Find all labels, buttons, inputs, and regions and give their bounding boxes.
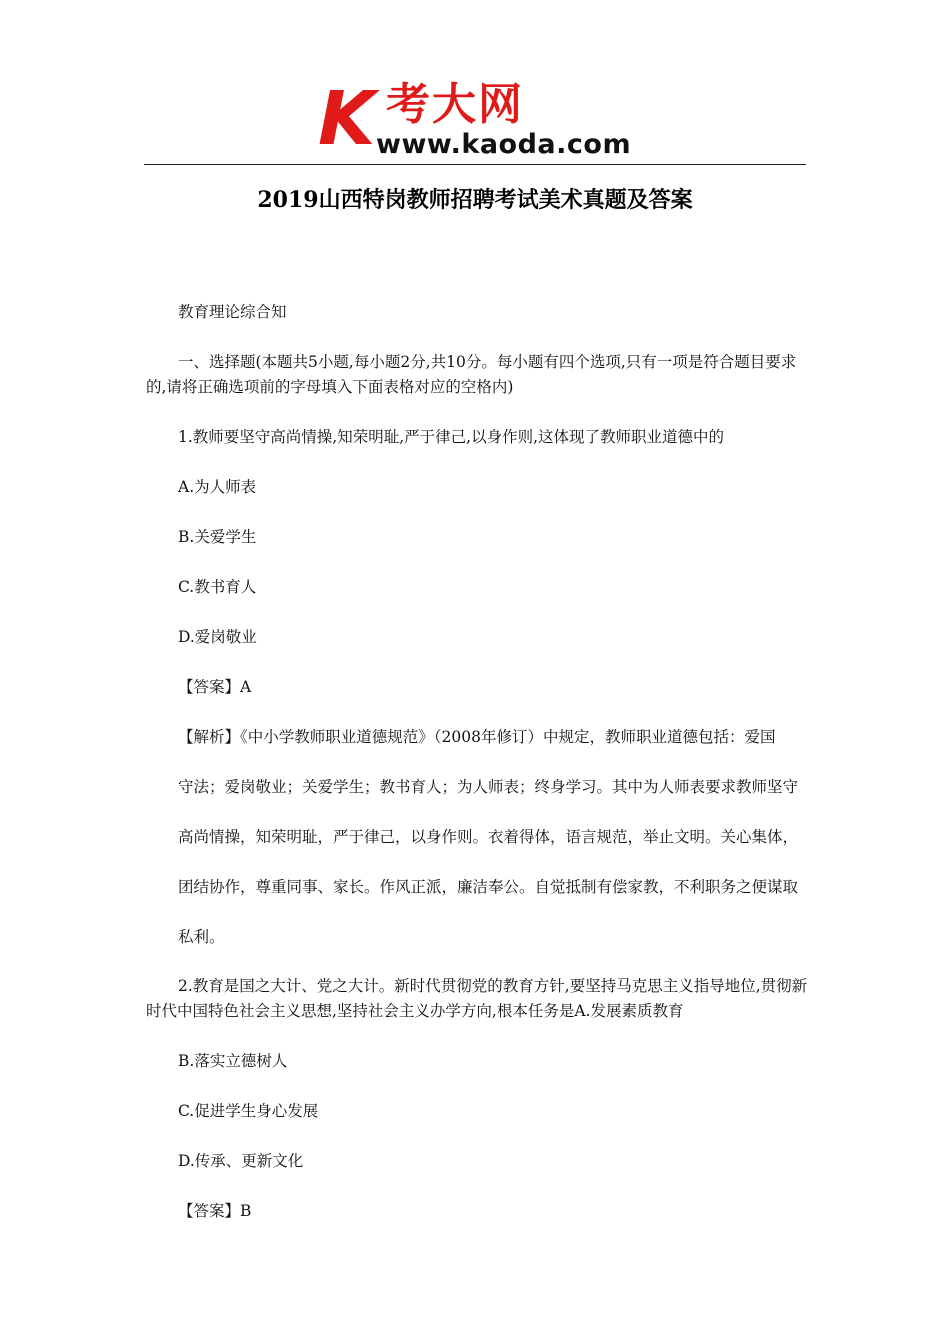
question-1-option-d: D.爱岗敬业	[178, 628, 257, 646]
question-2-option-b: B.落实立德树人	[178, 1052, 288, 1070]
section-heading: 教育理论综合知	[178, 303, 287, 321]
logo-site-name: 考大网	[386, 79, 524, 130]
question-1-stem: 1.教师要坚守高尚情操,知荣明耻,严于律己,以身作则,这体现了教师职业道德中的	[178, 428, 724, 446]
question-1-answer: 【答案】A	[178, 678, 252, 696]
analysis-line: 守法；爱岗敬业；关爱学生；教书育人；为人师表；终身学习。其中为人师表要求教师坚守	[178, 778, 799, 796]
kaoda-logo	[318, 76, 648, 162]
question-1-analysis	[146, 712, 810, 962]
instructions: 一、选择题(本题共5小题,每小题2分,共10分。每小题有四个选项,只有一项是符合题目要求的,请将正确选项前的字母填入下面表格对应的空格内)	[146, 353, 797, 396]
question-1-option-b: B.关爱学生	[178, 528, 257, 546]
question-2-stem: 2.教育是国之大计、党之大计。新时代贯彻党的教育方针,要坚持马克思主义指导地位,贯彻新时代中国特色社会主义思想,坚持社会主义办学方向,根本任务是A.发展素质教育	[146, 977, 808, 1020]
logo-url: www.kaoda.com	[376, 129, 632, 160]
logo-k-mark: K	[318, 76, 372, 162]
question-2-answer: 【答案】B	[178, 1202, 252, 1220]
question-2-option-d: D.传承、更新文化	[178, 1152, 304, 1170]
document-title: 2019山西特岗教师招聘考试美术真题及答案	[257, 187, 693, 213]
document-body	[146, 300, 810, 1224]
analysis-line: 团结协作，尊重同事、家长。作风正派，廉洁奉公。自觉抵制有偿家教，不利职务之便谋取	[178, 878, 799, 896]
analysis-line: 【解析】《中小学教师职业道德规范》（2008年修订）中规定，教师职业道德包括：爱国	[178, 728, 776, 746]
question-1-option-c: C.教书育人	[178, 578, 257, 596]
analysis-line: 私利。	[178, 928, 225, 946]
question-2-option-c: C.促进学生身心发展	[178, 1102, 319, 1120]
question-1-option-a: A.为人师表	[178, 478, 257, 496]
header-divider	[144, 164, 806, 165]
analysis-line: 高尚情操，知荣明耻，严于律己，以身作则。衣着得体，语言规范，举止文明。关心集体，	[178, 828, 799, 846]
